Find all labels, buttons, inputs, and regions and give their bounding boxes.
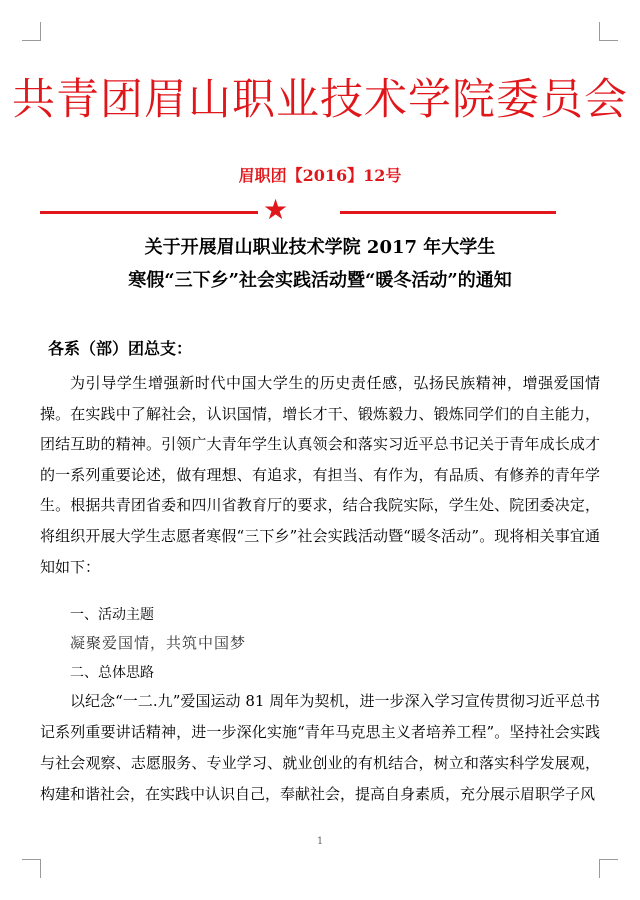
paragraph-approach: 以纪念“一二.九”爱国运动 81 周年为契机，进一步深入学习宣传贯彻习近平总书记系列重要讲话精神，进一步深化实施“青年马克思主义者培养工程”。坚持社会实践与社会观察、志愿服务、专业学习、就业创业的有机结合，树立和落实科学发展观，构建和谐社会，在实践中认识自己，奉献社会，提高自身素质，充分展示眉职学子风 bbox=[40, 692, 600, 803]
section-heading-approach: 二、总体思路 bbox=[70, 665, 154, 681]
paragraph-intro: 为引导学生增强新时代中国大学生的历史责任感，弘扬民族精神，增强爱国情操。在实践中了解社会，认识国情，增长才干、锻炼毅力、锻炼同学们的自主能力，团结互助的精神。引领广大青年学生认真领会和落实习近平总书记关于青年成长成才的一系列重要论述，做有理想、有追求，有担当、有作为，有品质、有修养的青年学生。根据共青团省委和四川省教育厅的要求，结合我院实际，学生处、院团委决定，将组织开展大学生志愿者寒假“三下乡”社会实践活动暨“暖冬活动”。现将相关事宜通知如下： bbox=[40, 374, 600, 576]
crop-mark-bottom-right bbox=[599, 859, 618, 878]
section-heading-theme: 一、活动主题 bbox=[70, 607, 154, 623]
salutation: 各系（部）团总支： bbox=[48, 339, 193, 358]
organization-title: 共青团眉山职业技术学院委员会 bbox=[12, 75, 628, 125]
page-number: 1 bbox=[316, 836, 324, 847]
red-divider-right bbox=[340, 211, 556, 214]
activity-theme: 凝聚爱国情，共筑中国梦 bbox=[70, 634, 247, 652]
star-icon: ★ bbox=[263, 193, 289, 226]
red-divider-left bbox=[40, 211, 258, 214]
crop-mark-top-left bbox=[22, 22, 41, 41]
notice-title-line-2: 寒假“三下乡”社会实践活动暨“暖冬活动”的通知 bbox=[128, 270, 512, 291]
notice-title-line-1: 关于开展眉山职业技术学院 2017 年大学生 bbox=[144, 237, 496, 258]
document-number: 眉职团【2016】12号 bbox=[238, 166, 402, 185]
crop-mark-top-right bbox=[599, 22, 618, 41]
crop-mark-bottom-left bbox=[22, 859, 41, 878]
